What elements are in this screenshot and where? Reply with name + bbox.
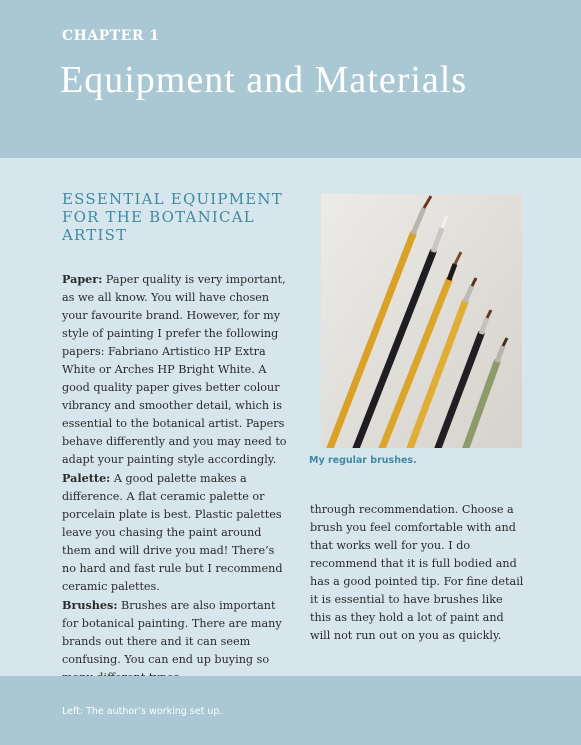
brushes-text-left: Brushes are also important for botanical painting. There are many brands out there and it can seem confusing. You can end up buying so: [62, 599, 282, 666]
text-column-left: [62, 270, 290, 687]
palette-text: A good palette makes a difference. A flat ceramic palette or porcelain plate is best. Plastic palettes leave you chasing the paint around them and will drive you mad! There’s no hard and fast rule but I recommend ceramic palettes.: [62, 472, 283, 593]
term-paper: Paper:: [62, 272, 103, 286]
chapter-label: CHAPTER 1: [62, 28, 160, 44]
photo-caption: My regular brushes.: [309, 455, 417, 466]
term-palette: Palette:: [62, 471, 111, 485]
section-heading: ESSENTIAL EQUIPMENT FOR THE BOTANICAL ARTIST: [62, 190, 283, 244]
paper-text: Paper quality is very important, as we all know. You will have chosen your favourite brand. However, for my style of painting I prefer the following papers: Fabriano Artistico HP Extra White or Arches HP Bright White. A good quality paper gives better colour vibrancy and smoother detail, which is essential to the botanical artist. Papers behave differently and you may need to adapt your painting style accordingly.: [62, 273, 287, 466]
brushes-photo: [321, 194, 522, 448]
term-brushes: Brushes:: [62, 598, 118, 612]
brushes-text-continued: through recommendation. Choose a brush you feel comfortable with and that works well for you. I do recommend that it is full bodied and has a good pointed tip. For fine detail it is essential to have brushes like this as they hold a lot of paint and will not run out on you as quickly.: [310, 503, 524, 642]
paragraph-brushes: [62, 596, 290, 687]
footer-caption: Left: The author’s working set up.: [62, 706, 223, 717]
chapter-title: Equipment and Materials: [60, 59, 468, 101]
text-column-right: [310, 501, 525, 645]
paragraph-paper: [62, 270, 290, 469]
brushes-illustration: [321, 194, 522, 448]
paragraph-palette: [62, 469, 290, 596]
